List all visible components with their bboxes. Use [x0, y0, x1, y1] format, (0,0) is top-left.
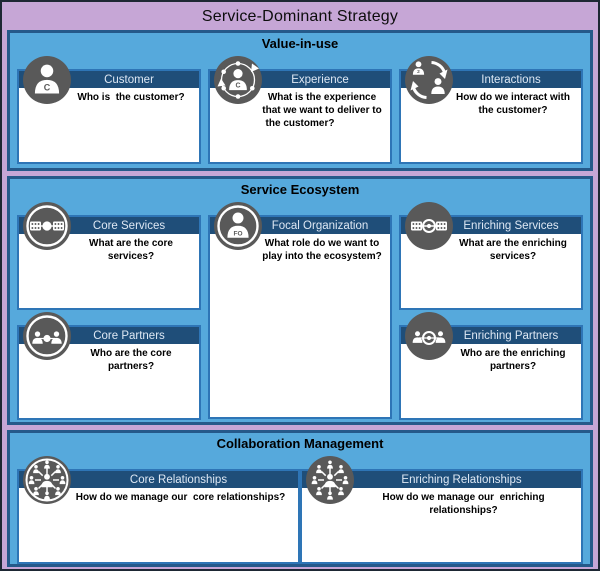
- section-collaboration-management: [7, 430, 593, 567]
- section-service-ecosystem: [7, 176, 593, 425]
- card-title: Experience: [210, 71, 390, 88]
- question-text: What is the experience that we want to deliver to the customer?: [262, 92, 385, 129]
- card-experience: [208, 69, 392, 164]
- ecosystem-right-column: [399, 200, 583, 422]
- card-enriching-partners: [399, 325, 583, 420]
- card-title: Focal Organization: [210, 217, 390, 234]
- section-title-service-ecosystem: Service Ecosystem: [240, 182, 360, 197]
- card-focal-organization: [208, 215, 392, 419]
- experience-icon: [214, 56, 262, 104]
- section-title-value-in-use: Value-in-use: [261, 36, 339, 51]
- question-text: What role do we want to play into the ecosystem?: [262, 238, 382, 262]
- core-relationships-icon: [23, 456, 71, 504]
- card-core-services: [17, 215, 201, 310]
- enriching-services-icon: [405, 202, 453, 250]
- enriching-relationships-icon: [306, 456, 354, 504]
- page-title: Service-Dominant Strategy: [201, 7, 399, 25]
- question-text: Who are the core partners?: [90, 348, 175, 372]
- customer-icon: [23, 56, 71, 104]
- card-enriching-services: [399, 215, 583, 310]
- service-ecosystem-grid: [13, 200, 587, 422]
- enriching-partners-icon: [405, 312, 453, 360]
- card-question-area: [210, 234, 390, 417]
- question-text: What are the core services?: [89, 238, 176, 262]
- svg-text:FO: FO: [233, 230, 243, 238]
- interactions-icon: [405, 56, 453, 104]
- question-text: Who is the customer?: [77, 92, 185, 103]
- section-title-collaboration-management: Collaboration Management: [216, 436, 384, 451]
- card-title: Core Partners: [19, 327, 199, 344]
- card-title: Interactions: [401, 71, 581, 88]
- section-value-in-use: [7, 30, 593, 171]
- card-title: Core Services: [19, 217, 199, 234]
- focal-organization-icon: [214, 202, 262, 250]
- svg-text:C: C: [235, 82, 241, 90]
- card-interactions: [399, 69, 583, 164]
- collaboration-cards: [13, 454, 587, 564]
- card-customer: [17, 69, 201, 164]
- card-core-relationships: [17, 469, 300, 564]
- question-text: How do we manage our core relationships?: [75, 492, 286, 503]
- card-title: Core Relationships: [19, 471, 298, 488]
- card-enriching-relationships: [300, 469, 583, 564]
- question-text: How do we manage our enriching relationships?: [382, 492, 548, 516]
- svg-text:C: C: [43, 82, 51, 93]
- card-core-partners: [17, 325, 201, 420]
- core-partners-icon: [23, 312, 71, 360]
- card-title: Enriching Partners: [401, 327, 581, 344]
- ecosystem-center-column: [208, 200, 392, 422]
- question-text: What are the enriching services?: [459, 238, 570, 262]
- card-title: Enriching Services: [401, 217, 581, 234]
- card-title: Enriching Relationships: [302, 471, 581, 488]
- svg-text:2: 2: [417, 69, 420, 75]
- core-services-icon: [23, 202, 71, 250]
- value-in-use-cards: [13, 54, 587, 168]
- ecosystem-left-column: [17, 200, 201, 422]
- question-text: Who are the enriching partners?: [460, 348, 569, 372]
- question-text: How do we interact with the customer?: [456, 92, 573, 116]
- card-title: Customer: [19, 71, 199, 88]
